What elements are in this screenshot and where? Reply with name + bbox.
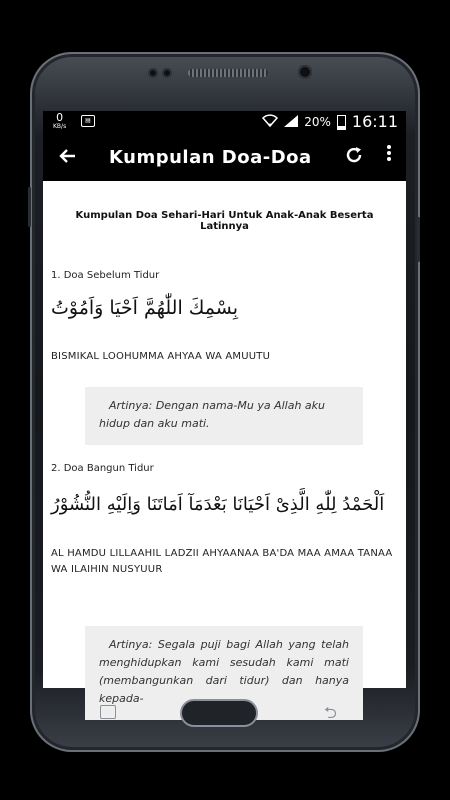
recent-apps-icon[interactable] [100,705,116,719]
doa-latin: BISMIKAL LOOHUMMA AHYAA WA AMUUTU [51,351,271,362]
back-key-icon[interactable]: ⮌ [324,703,337,722]
network-speed-value: 0 [56,111,64,124]
phone-frame [30,52,420,752]
doa-arabic: اَلْحَمْدُ لِلّٰهِ الَّذِىْ اَحْيَانَا بَعْدَمَآ اَمَاتَنَا وَاِلَيْهِ النُّشُوْرُ [51,494,385,515]
front-camera-icon [298,65,312,79]
app-bar [43,133,406,181]
network-speed-unit: KB/s [53,123,67,130]
page-title: Kumpulan Doa-Doa [109,146,312,168]
power-button [417,217,420,262]
volume-button [28,187,31,227]
wifi-icon [262,115,278,130]
arrow-left-icon[interactable] [43,145,91,170]
screen [43,111,406,705]
content-heading: Kumpulan Doa Sehari-Hari Untuk Anak-Anak Beserta Latinnya [75,210,374,232]
content-area[interactable] [43,210,406,720]
clock: 16:11 [351,112,398,131]
home-button[interactable] [180,699,258,727]
more-vertical-icon[interactable] [386,144,392,165]
battery-percent: 20% [304,115,331,129]
doa-latin: AL HAMDU LILLAAHIL LADZII AHYAANAA BA'DA MAA AMAA TANAA WA ILAIHIN NUSYUUR [51,548,393,575]
doa-title: 1. Doa Sebelum Tidur [51,270,160,281]
sensor-icon [148,68,158,78]
doa-arti: Artinya: Dengan nama-Mu ya Allah aku hidup dan aku mati. [85,387,363,445]
refresh-icon[interactable] [344,145,364,171]
signal-icon [284,115,298,130]
doa-item [51,270,398,445]
doa-arabic: بِسْمِكَ اللّٰهُمَّ اَحْيَا وَاَمُوْتُ [51,297,238,319]
doa-title: 2. Doa Bangun Tidur [51,463,154,474]
status-bar [43,111,406,133]
doa-arti: Artinya: Segala puji bagi Allah yang telah menghidupkan kami sesudah kami mati (membangunkan dari tidur) dan hanya kepada- [85,626,363,720]
doa-item [51,463,398,720]
earpiece-speaker [188,69,268,77]
sensor-icon [162,68,172,78]
notification-icon: ▤ [81,115,95,127]
network-speed [53,113,66,131]
battery-icon [337,115,346,130]
hardware-nav-bar [30,699,420,744]
